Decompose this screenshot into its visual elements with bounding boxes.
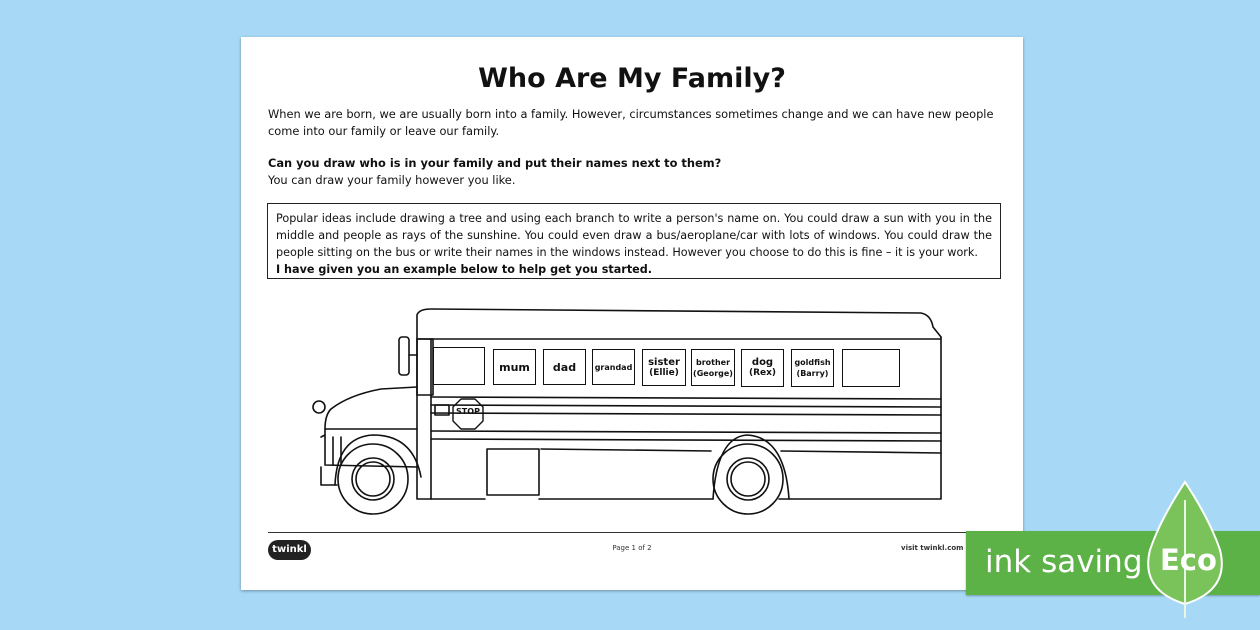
bus-window	[433, 347, 485, 385]
window-name-label: mum	[499, 360, 530, 374]
bus-window	[592, 349, 635, 385]
bus-window	[741, 349, 784, 387]
visit-link[interactable]: visit twinkl.com	[901, 544, 964, 552]
window-name-label: sister	[648, 356, 680, 368]
window-name-label: goldfish	[794, 358, 831, 367]
ink-saving-text: ink saving	[985, 544, 1143, 580]
window-name-label: brother	[695, 357, 731, 367]
bus-window	[543, 349, 586, 385]
twinkl-logo: twinkl	[268, 540, 311, 560]
eco-label: Eco	[1160, 543, 1217, 577]
bus-window	[791, 349, 834, 387]
footer-divider	[268, 532, 968, 533]
bus-window	[691, 349, 735, 386]
ideas-bold-text: I have given you an example below to help get you started.	[276, 263, 653, 276]
window-name-label: dog	[751, 357, 774, 368]
intro-paragraph: When we are born, we are usually born into a family. However, circumstances sometimes change and we can have new people come into our family or leave our family.	[268, 107, 994, 138]
bus-window	[642, 349, 686, 386]
window-subname-label: (Ellie)	[649, 367, 679, 378]
stop-sign-label: STOP	[456, 407, 480, 416]
bus-window	[842, 349, 900, 387]
worksheet-title: Who Are My Family?	[478, 63, 786, 94]
window-name-label: dad	[552, 360, 577, 374]
worksheet-page	[241, 37, 1023, 590]
school-bus-illustration	[241, 37, 1023, 527]
bus-window	[493, 349, 536, 385]
window-subname-label: (Rex)	[748, 368, 777, 378]
window-subname-label: (Barry)	[796, 369, 829, 378]
ideas-text: Popular ideas include drawing a tree and using each branch to write a person's name on. You could draw a sun with you in the middle and people as rays of the sunshine. You could even draw a bus/aeroplane/car with lots of windows. You could draw the people sitting on the bus or write their names in the windows instead. However you choose to do this is fine – it is your work.	[276, 212, 992, 259]
window-subname-label: (George)	[693, 368, 733, 378]
instruction-text: You can draw your family however you like.	[268, 173, 516, 187]
window-name-label: grandad	[594, 362, 633, 372]
question-text: Can you draw who is in your family and put their names next to them?	[268, 156, 722, 170]
page-number: Page 1 of 2	[612, 544, 652, 552]
